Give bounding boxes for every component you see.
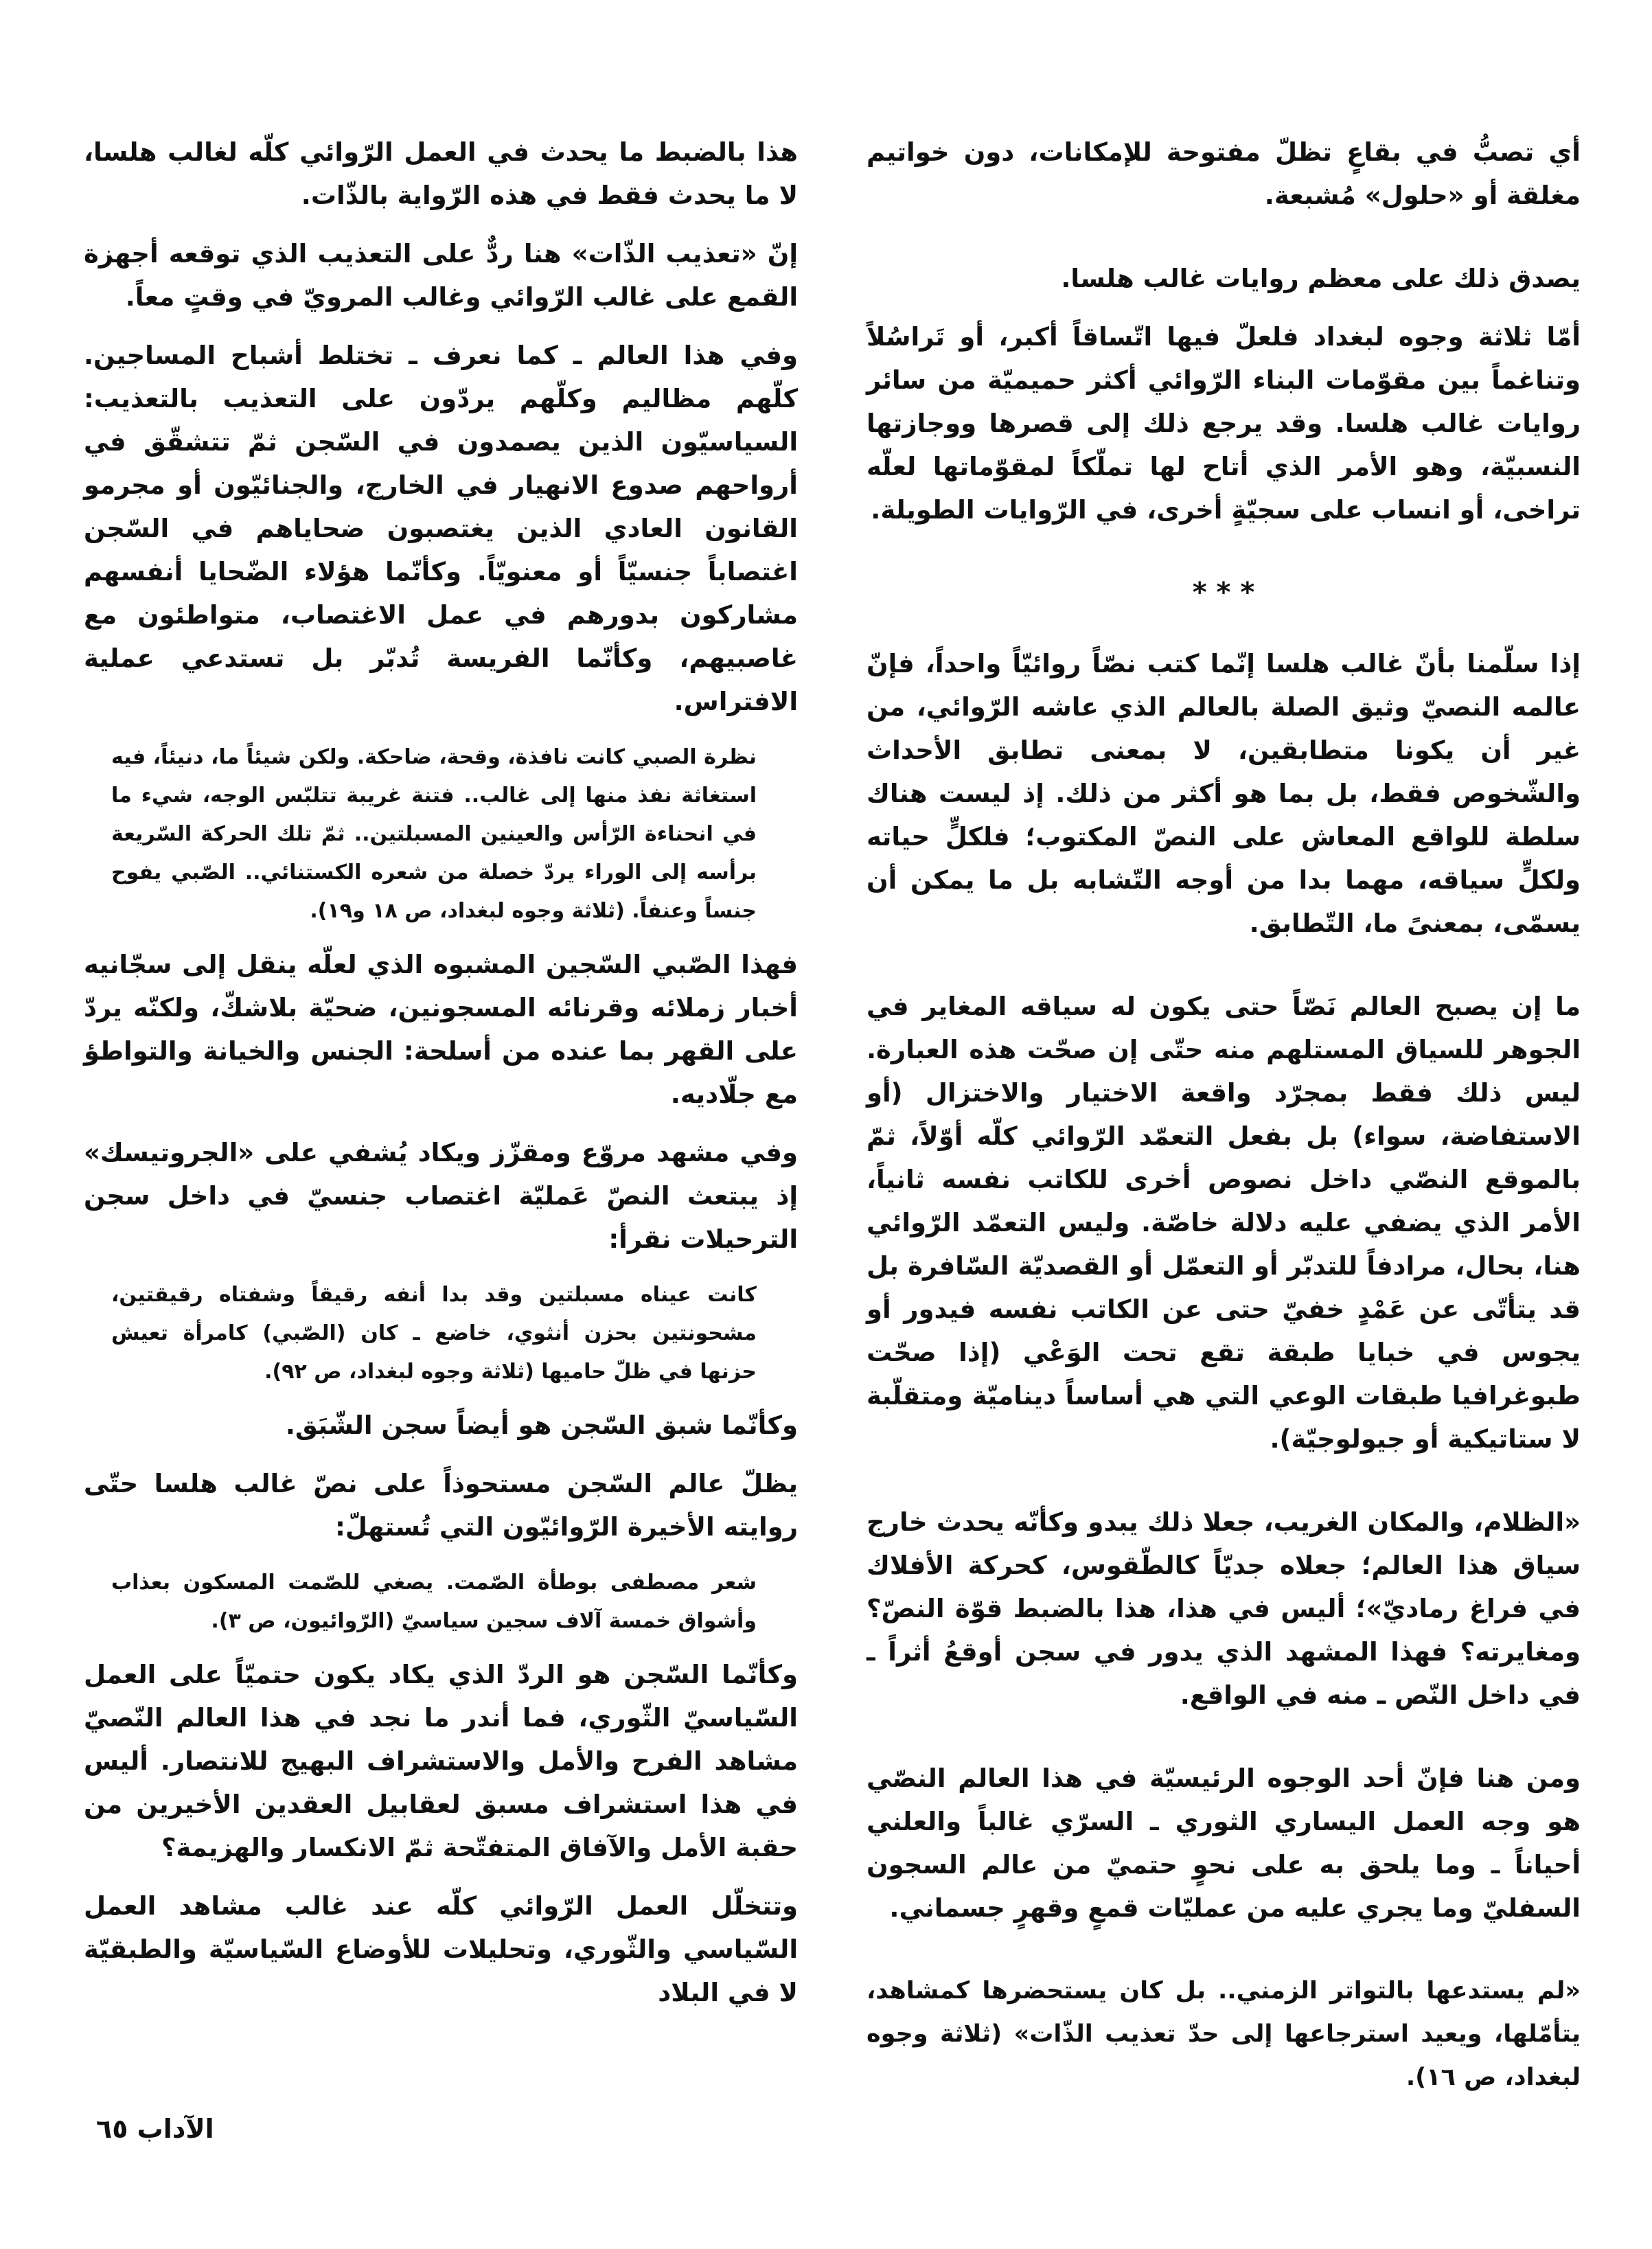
block-quote: كانت عيناه مسبلتين وقد بدا أنفه رقيقاً وشفتاه رقيقتين، مشحونتين بحزن أنثوي، خاضع ـ كان (الصّبي) كامرأة تعيش حزنها في ظلّ حاميها (ثلاثة وجوه لبغداد، ص ٩٢).	[111, 1283, 757, 1384]
paragraph: إنّ «تعذيب الذّات» هنا ردٌّ على التعذيب الذي توقعه أجهزة القمع على غالب الرّوائي وغالب المرويّ في وقتٍ معاً.	[84, 239, 798, 312]
paragraph: وتتخلّل العمل الرّوائي كلّه عند غالب مشاهد العمل السّياسي والثّوري، وتحليلات للأوضاع السّياسيّة والطبقيّة لا في البلاد	[84, 1891, 798, 2007]
paragraph: وكأنّما شبق السّجن هو أيضاً سجن الشّبَق.	[285, 1411, 798, 1440]
block-quote: نظرة الصبي كانت نافذة، وقحة، ضاحكة. ولكن شيئاً ما، دنيئاً، فيه استغاثة نفذ منها إلى غالب.. فتنة غريبة تتلبّس الوجه، شيء ما في انحناءة الرّأس والعينين المسبلتين.. ثمّ تلك الحركة السّريعة برأسه إلى الوراء يردّ خصلة من شعره الكستنائي.. الصّبي يفوح جنساً وعنفاً. (ثلاثة وجوه لبغداد، ص ١٨ و١٩).	[111, 745, 757, 923]
paragraph: «الظلام، والمكان الغريب، جعلا ذلك يبدو وكأنّه يحدث خارج سياق هذا العالم؛ جعلاه جديّاً كالطّقوس، كحركة الأفلاك في فراغ رماديّ»؛ أليس في هذا، هذا بالضبط قوّة النصّ؟ ومغايرته؟ فهذا المشهد الذي يدور في سجن أوقعُ أثراً ـ في داخل النّص ـ منه في الواقع.	[867, 1507, 1581, 1710]
left-column	[84, 130, 798, 2029]
paragraph: هذا بالضبط ما يحدث في العمل الرّوائي كلّه لغالب هلسا، لا ما يحدث فقط في هذه الرّواية بالذّات.	[84, 137, 798, 210]
paragraph: ما إن يصبح العالم نَصّاً حتى يكون له سياقه المغاير في الجوهر للسياق المستلهم منه حتّى إن صحّت هذه العبارة. ليس ذلك فقط بمجرّد واقعة الاختيار والاختزال (أو الاستفاضة، سواء) بل بفعل التعمّد الرّوائي كلّه أوّلاً، ثمّ بالموقع النصّي داخل نصوص أخرى للكاتب نفسه ثانياً، الأمر الذي يضفي عليه دلالة خاصّة. وليس التعمّد الرّوائي هنا، بحال، مرادفاً للتدبّر أو التعمّل أو القصديّة السّافرة بل قد يتأتّى عن عَمْدٍ خفيّ حتى عن الكاتب نفسه فيدور أو يجوس في خبايا طبقة تقع تحت الوَعْي (إذا صحّت طبوغرافيا طبقات الوعي التي هي أساساً ديناميّة ومتقلّبة لا ستاتيكية أو جيولوجيّة).	[867, 992, 1581, 1454]
paragraph: ومن هنا فإنّ أحد الوجوه الرئيسيّة في هذا العالم النصّي هو وجه العمل اليساري الثوري ـ السرّي غالباً والعلني أحياناً ـ وما يلحق به على نحوٍ حتميّ من عالم السجون السفليّ وما يجري عليه من عمليّات قمعٍ وقهرٍ جسماني.	[867, 1763, 1581, 1923]
paragraph: وفي هذا العالم ـ كما نعرف ـ تختلط أشباح المساجين. كلّهم مظاليم وكلّهم يردّون على التعذيب بالتعذيب: السياسيّون الذين يصمدون في السّجن ثمّ تتشقّق في أرواحهم صدوع الانهيار في الخارج، والجنائيّون أو مجرمو القانون العادي الذين يغتصبون ضحاياهم في السّجن اغتصاباً جنسيّاً أو معنويّاً. وكأنّما هؤلاء الضّحايا أنفسهم مشاركون بدورهم في عمل الاغتصاب، متواطئون مع غاصبيهم، وكأنّما الفريسة تُدبّر بل تستدعي عملية الافتراس.	[84, 341, 798, 716]
paragraph: وفي مشهد مروّع ومقزّز ويكاد يُشفي على «الجروتيسك» إذ يبتعث النصّ عَمليّة اغتصاب جنسيّ في داخل سجن الترحيلات نقرأ:	[84, 1138, 798, 1254]
block-quote: «لم يستدعها بالتواتر الزمني.. بل كان يستحضرها كمشاهد، يتأمّلها، ويعيد استرجاعها إلى حدّ تعذيب الذّات» (ثلاثة وجوه لبغداد، ص ١٦).	[867, 1977, 1581, 2091]
page-footer: الآداب ٦٥	[96, 2114, 214, 2144]
section-separator: * * *	[1192, 577, 1255, 608]
paragraph: فهذا الصّبي السّجين المشبوه الذي لعلّه ينقل إلى سجّانيه أخبار زملائه وقرنائه المسجونين، ضحيّة بلاشكّ، ولكنّه يردّ على القهر بما عنده من أسلحة: الجنس والخيانة والتواطؤ مع جلّاديه.	[84, 950, 798, 1109]
block-quote: شعر مصطفى بوطأة الصّمت. يصغي للصّمت المسكون بعذاب وأشواق خمسة آلاف سجين سياسيّ (الرّوائيون، ص ٣).	[111, 1571, 757, 1633]
paragraph: أمّا ثلاثة وجوه لبغداد فلعلّ فيها اتّساقاً أكبر، أو تَراسُلاً وتناغماً بين مقوّمات البناء الرّوائي أكثر حميميّة من سائر روايات غالب هلسا. وقد يرجع ذلك إلى قصرها ووجازتها النسبيّة، وهو الأمر الذي أتاح لها تملّكاً لمقوّماتها لعلّه تراخى، أو انساب على سجيّةٍ أخرى، في الرّوايات الطويلة.	[867, 322, 1581, 525]
paragraph: أي تصبُّ في بقاعٍ تظلّ مفتوحة للإمكانات، دون خواتيم مغلقة أو «حلول» مُشبعة.	[867, 137, 1581, 210]
paragraph: يصدق ذلك على معظم روايات غالب هلسا.	[1061, 264, 1581, 293]
right-column	[867, 130, 1581, 2114]
paragraph: إذا سلّمنا بأنّ غالب هلسا إنّما كتب نصّاً روائيّاً واحداً، فإنّ عالمه النصيّ وثيق الصلة بالعالم الذي عاشه الرّوائي، من غير أن يكونا متطابقين، لا بمعنى تطابق الأحداث والشّخوص فقط، بل بما هو أكثر من ذلك. إذ ليست هناك سلطة للواقع المعاش على النصّ المكتوب؛ فلكلٍّ حياته ولكلٍّ سياقه، مهما بدا من أوجه التّشابه بل ما يمكن أن يسمّى، بمعنىً ما، التّطابق.	[867, 649, 1581, 938]
paragraph: يظلّ عالم السّجن مستحوذاً على نصّ غالب هلسا حتّى روايته الأخيرة الرّوائيّون التي تُستهلّ:	[84, 1469, 798, 1542]
paragraph: وكأنّما السّجن هو الردّ الذي يكاد يكون حتميّاً على العمل السّياسيّ الثّوري، فما أندر ما نجد في هذا العالم النّصيّ مشاهد الفرح والأمل والاستشراف البهيج للانتصار. أليس في هذا استشراف مسبق لعقابيل العقدين الأخيرين من حقبة الأمل والآفاق المتفتّحة ثمّ الانكسار والهزيمة؟	[84, 1660, 798, 1862]
